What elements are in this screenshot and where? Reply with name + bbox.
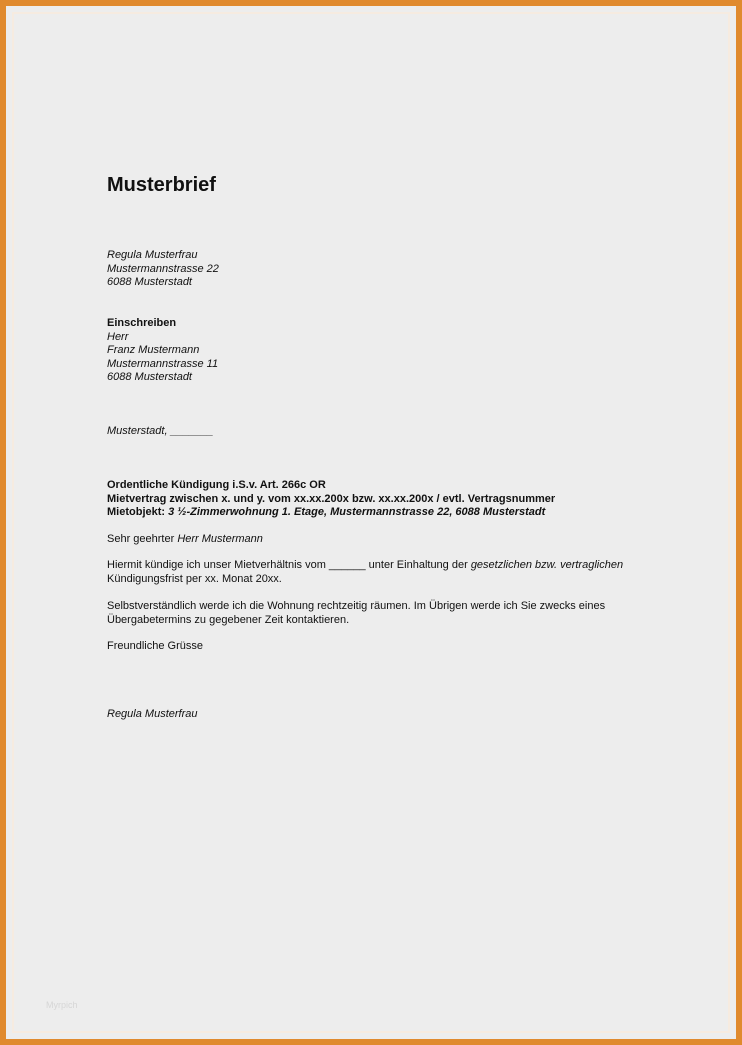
subject-line-1: Ordentliche Kündigung i.S.v. Art. 266c OR — [107, 479, 326, 491]
sender-name: Regula Musterfrau — [107, 249, 198, 261]
paragraph-1-line-1 — [107, 559, 623, 573]
recipient-salutation: Herr — [107, 330, 129, 343]
greeting-name: Herr Mustermann — [177, 533, 263, 545]
signature: Regula Musterfrau — [107, 708, 198, 720]
place-date: Musterstadt, _______ — [107, 425, 214, 437]
subject-line-2: Mietvertrag zwischen x. und y. vom xx.xx.200x bzw. xx.xx.200x / evtl. Vertragsnummer — [107, 492, 556, 505]
rental-object-value: 3 ½-Zimmerwohnung 1. Etage, Mustermannstrasse 22, 6088 Musterstadt — [168, 506, 546, 518]
recipient-name: Franz Mustermann — [107, 344, 200, 356]
closing: Freundliche Grüsse — [107, 640, 203, 652]
paragraph-1-line-2: Kündigungsfrist per xx. Monat 20xx. — [107, 572, 282, 585]
paragraph-termination — [107, 559, 623, 586]
paragraph-handover — [107, 600, 605, 627]
subject-block — [107, 479, 555, 520]
paragraph-2-line-1: Selbstverständlich werde ich die Wohnung rechtzeitig räumen. Im Übrigen werde ich Sie zwecks eines — [107, 600, 606, 612]
paragraph-2-line-2: Übergabetermins zu gegebener Zeit kontaktieren. — [107, 613, 350, 626]
recipient-street: Mustermannstrasse 11 — [107, 357, 219, 370]
recipient-address — [107, 317, 218, 385]
mail-type: Einschreiben — [107, 317, 177, 329]
page-title: Musterbrief — [107, 174, 216, 196]
watermark: Myrpich — [46, 1000, 78, 1010]
frame-inner-edge — [12, 12, 730, 1033]
subject-line-3 — [107, 506, 555, 520]
paragraph-1-text: Hiermit kündige ich unser Mietverhältnis vom ______ unter Einhaltung der — [107, 559, 471, 571]
greeting — [107, 533, 263, 547]
recipient-city: 6088 Musterstadt — [107, 371, 192, 383]
sender-street: Mustermannstrasse 22 — [107, 262, 219, 275]
sender-city: 6088 Musterstadt — [107, 276, 192, 288]
sender-address — [107, 249, 219, 290]
paragraph-1-italic: gesetzlichen bzw. vertraglichen — [470, 559, 624, 571]
greeting-prefix: Sehr geehrter — [107, 533, 178, 545]
rental-object-label: Mietobjekt: — [107, 506, 169, 518]
